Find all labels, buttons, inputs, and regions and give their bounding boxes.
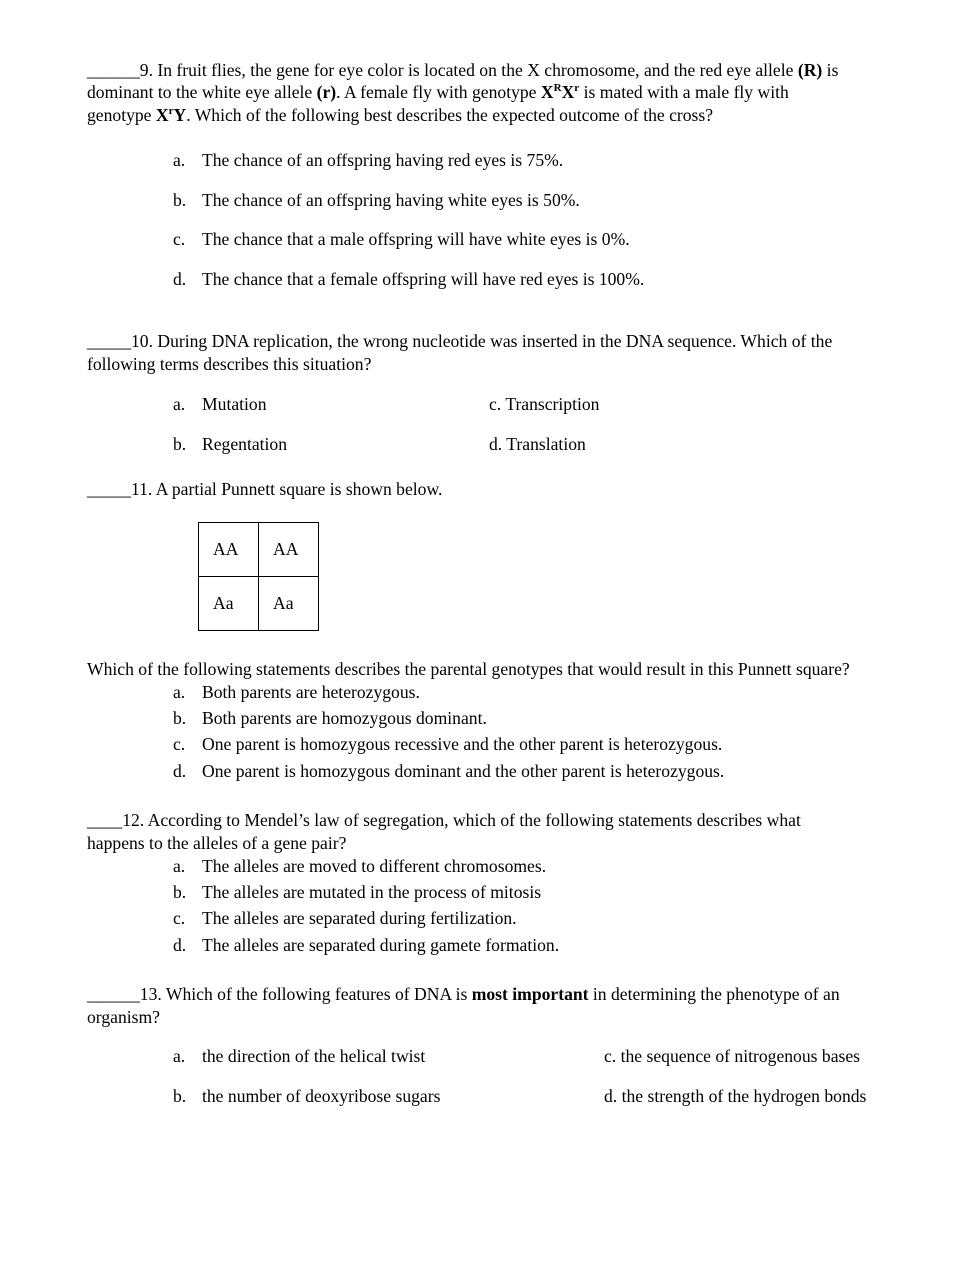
punnett-cell: Aa xyxy=(259,577,319,631)
option-letter: c. xyxy=(173,229,186,249)
option-text: The alleles are mutated in the process of mitosis xyxy=(202,882,542,902)
punnett-row xyxy=(199,523,319,577)
option-letter: c. xyxy=(489,394,502,414)
option-text: Mutation xyxy=(202,394,267,414)
option-letter: d. xyxy=(489,434,503,454)
question-12-option-d[interactable] xyxy=(173,934,873,957)
option-letter: b. xyxy=(173,434,187,454)
question-9-stem-line-2: dominant to the white eye allele (r). A female fly with genotype $X^RX^r$ is mated with a male fly with xyxy=(87,82,789,102)
option-text: The chance of an offspring having red eyes is 75%. xyxy=(202,150,564,170)
question-12-option-a[interactable] xyxy=(173,855,873,878)
option-text: c. the sequence of nitrogenous bases xyxy=(604,1046,861,1066)
question-11-option-c[interactable] xyxy=(173,733,873,756)
question-12-option-c[interactable] xyxy=(173,907,873,930)
question-13-stem-line-2: organism? xyxy=(87,1007,160,1027)
question-11-option-d[interactable] xyxy=(173,760,873,783)
question-9-stem-line-1: ______9. In fruit flies, the gene for eye color is located on the X chromosome, and the red eye allele (R) is xyxy=(87,60,839,80)
option-letter: b. xyxy=(173,190,187,210)
question-11-option-a[interactable] xyxy=(173,681,873,704)
option-letter: d. xyxy=(173,269,187,289)
question-12-stem-line-2: happens to the alleles of a gene pair? xyxy=(87,833,347,853)
question-12-stem-line-1: ____12. According to Mendel’s law of segregation, which of the following statements describes what xyxy=(87,810,801,830)
answer-blank[interactable]: ______ xyxy=(87,984,140,1004)
answer-blank[interactable]: ____ xyxy=(87,810,123,830)
option-text: the number of deoxyribose sugars xyxy=(202,1086,441,1106)
question-9-option-b[interactable] xyxy=(173,189,873,212)
option-text: The chance of an offspring having white eyes is 50%. xyxy=(202,190,580,210)
option-text: Both parents are homozygous dominant. xyxy=(202,708,487,728)
option-text: Translation xyxy=(506,434,586,454)
option-letter: d. xyxy=(173,935,187,955)
option-text: Both parents are heterozygous. xyxy=(202,682,420,702)
option-text: The chance that a male offspring will have white eyes is 0%. xyxy=(202,229,630,249)
option-text: One parent is homozygous dominant and the other parent is heterozygous. xyxy=(202,761,725,781)
question-9-option-c[interactable] xyxy=(173,228,873,251)
question-10-option-c[interactable] xyxy=(489,393,789,416)
option-text: the direction of the helical twist xyxy=(202,1046,426,1066)
option-text: d. the strength of the hydrogen bonds xyxy=(604,1086,867,1106)
question-13-option-c[interactable] xyxy=(604,1045,944,1068)
option-letter: a. xyxy=(173,682,186,702)
answer-blank[interactable]: ______ xyxy=(87,60,140,80)
option-text: The alleles are separated during fertilization. xyxy=(202,908,517,928)
question-11-stem-line-1: _____11. A partial Punnett square is shown below. xyxy=(87,479,443,499)
female-genotype: $X^RX^r$ xyxy=(540,82,580,102)
option-text: The chance that a female offspring will have red eyes is 100%. xyxy=(202,269,645,289)
question-9-option-a[interactable] xyxy=(173,149,873,172)
option-letter: a. xyxy=(173,856,186,876)
question-13-option-b[interactable] xyxy=(173,1085,573,1108)
option-letter: a. xyxy=(173,1046,186,1066)
punnett-cell: AA xyxy=(259,523,319,577)
question-9-option-d[interactable] xyxy=(173,268,873,291)
answer-blank[interactable]: _____ xyxy=(87,479,131,499)
question-11-followup: Which of the following statements describes the parental genotypes that would result in this Punnett square? xyxy=(87,659,850,679)
question-13-option-a[interactable] xyxy=(173,1045,573,1068)
option-letter: c. xyxy=(173,908,186,928)
option-text: One parent is homozygous recessive and the other parent is heterozygous. xyxy=(202,734,723,754)
option-letter: d. xyxy=(173,761,187,781)
question-9-stem-line-3: genotype $X^rY$. Which of the following best describes the expected outcome of the cross? xyxy=(87,105,714,125)
option-text: Transcription xyxy=(505,394,600,414)
option-letter: b. xyxy=(173,1086,187,1106)
punnett-cell: AA xyxy=(199,523,259,577)
punnett-square xyxy=(198,522,319,631)
option-text: The alleles are moved to different chromosomes. xyxy=(202,856,547,876)
question-10-stem-line-2: following terms describes this situation? xyxy=(87,354,372,374)
question-10-stem-line-1: _____10. During DNA replication, the wrong nucleotide was inserted in the DNA sequence. Which of the xyxy=(87,331,833,351)
answer-blank[interactable]: _____ xyxy=(87,331,131,351)
option-letter: c. xyxy=(173,734,186,754)
question-11-option-b[interactable] xyxy=(173,707,873,730)
question-13-stem-line-1: ______13. Which of the following features of DNA is most important in determining the phenotype of an xyxy=(87,984,840,1004)
punnett-row xyxy=(199,577,319,631)
question-10-option-a[interactable] xyxy=(173,393,473,416)
option-letter: a. xyxy=(173,150,186,170)
question-10-option-d[interactable] xyxy=(489,433,789,456)
punnett-cell: Aa xyxy=(199,577,259,631)
question-13-option-d[interactable] xyxy=(604,1085,944,1108)
option-letter: a. xyxy=(173,394,186,414)
option-letter: b. xyxy=(173,882,187,902)
male-genotype: $X^rY$ xyxy=(155,105,187,125)
option-text: Regentation xyxy=(202,434,288,454)
question-12-option-b[interactable] xyxy=(173,881,873,904)
option-text: The alleles are separated during gamete formation. xyxy=(202,935,560,955)
question-10-option-b[interactable] xyxy=(173,433,473,456)
option-letter: b. xyxy=(173,708,187,728)
